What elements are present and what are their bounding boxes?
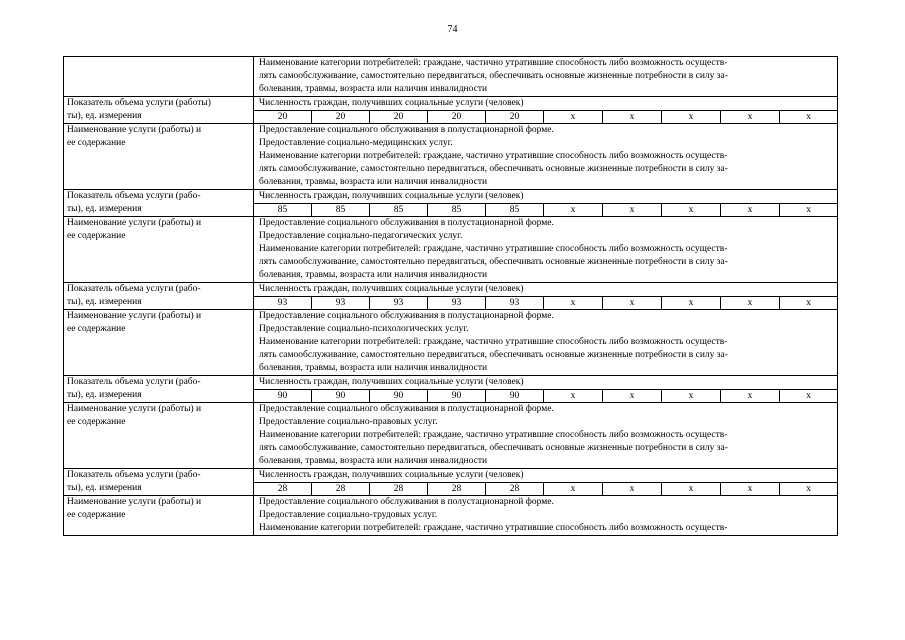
- value-cell: х: [662, 296, 721, 310]
- value-cell: 85: [486, 203, 544, 217]
- indicator-label-line: ты), ед. измерения: [67, 483, 142, 493]
- table-row: [64, 469, 838, 483]
- table-row: [64, 310, 838, 376]
- table-row: [64, 124, 838, 190]
- service-label: [64, 217, 254, 283]
- value-cell: х: [662, 203, 721, 217]
- value-cell: х: [662, 482, 721, 496]
- table-row: [64, 283, 838, 297]
- category-line: Наименование категории потребителей: граждане, частично утратившие способность либо возможность осуществ-: [259, 430, 728, 440]
- value-cell: 93: [486, 296, 544, 310]
- service-label-line: ее содержание: [67, 324, 126, 334]
- value-cell: х: [780, 482, 838, 496]
- table-row: [64, 190, 838, 204]
- service-form-line: Предоставление социального обслуживания в полустационарной форме.: [259, 125, 554, 135]
- category-line: лять самообслуживание, самостоятельно передвигаться, обеспечивать основные жизненные потребности в силу за-: [259, 350, 728, 360]
- service-label-line: ее содержание: [67, 231, 126, 241]
- category-line: Наименование категории потребителей: граждане, частично утратившие способность либо возможность осуществ-: [259, 58, 728, 68]
- value-cell: 93: [370, 296, 428, 310]
- empty-label-cell: [64, 57, 254, 97]
- indicator-label-line: Показатель объема услуги (рабо-: [67, 377, 201, 387]
- indicator-label-line: ты), ед. измерения: [67, 390, 142, 400]
- table-row: [64, 496, 838, 536]
- service-content-cell: [254, 217, 838, 283]
- indicator-label-line: ты), ед. измерения: [67, 297, 142, 307]
- category-line: болевания, травмы, возраста или наличия инвалидности: [259, 84, 488, 94]
- value-cell: 20: [486, 110, 544, 124]
- service-content-cell: [254, 310, 838, 376]
- value-cell: 28: [254, 482, 312, 496]
- service-label-line: Наименование услуги (работы) и: [67, 218, 202, 228]
- value-cell: 93: [254, 296, 312, 310]
- category-line: болевания, травмы, возраста или наличия инвалидности: [259, 363, 488, 373]
- category-line: лять самообслуживание, самостоятельно передвигаться, обеспечивать основные жизненные потребности в силу за-: [259, 443, 728, 453]
- value-cell: х: [544, 296, 603, 310]
- indicator-label-line: ты), ед. измерения: [67, 111, 142, 121]
- indicator-label-line: ты), ед. измерения: [67, 204, 142, 214]
- category-line: лять самообслуживание, самостоятельно передвигаться, обеспечивать основные жизненные потребности в силу за-: [259, 257, 728, 267]
- indicator-label: [64, 283, 254, 310]
- service-name-line: Предоставление социально-трудовых услуг.: [259, 510, 438, 520]
- value-cell: 28: [370, 482, 428, 496]
- value-cell: 85: [428, 203, 486, 217]
- value-cell: 28: [312, 482, 370, 496]
- service-content-cell: [254, 403, 838, 469]
- table-row: [64, 376, 838, 390]
- service-label-line: Наименование услуги (работы) и: [67, 404, 202, 414]
- value-cell: 90: [254, 389, 312, 403]
- value-cell: 93: [428, 296, 486, 310]
- value-cell: 28: [486, 482, 544, 496]
- service-name-line: Предоставление социально-педагогических услуг.: [259, 231, 463, 241]
- table-row: [64, 57, 838, 97]
- service-form-line: Предоставление социального обслуживания в полустационарной форме.: [259, 497, 554, 507]
- service-name-line: Предоставление социально-медицинских услуг.: [259, 138, 453, 148]
- value-cell: 85: [254, 203, 312, 217]
- category-line: Наименование категории потребителей: граждане, частично утратившие способность либо возможность осуществ-: [259, 244, 728, 254]
- service-label: [64, 310, 254, 376]
- indicator-header: Численность граждан, получивших социальные услуги (человек): [254, 469, 838, 483]
- value-cell: х: [721, 203, 780, 217]
- service-content-cell: [254, 496, 838, 536]
- value-cell: х: [662, 110, 721, 124]
- table-row: [64, 97, 838, 111]
- category-line: Наименование категории потребителей: граждане, частично утратившие способность либо возможность осуществ-: [259, 337, 728, 347]
- service-label-line: Наименование услуги (работы) и: [67, 311, 202, 321]
- category-line: Наименование категории потребителей: граждане, частично утратившие способность либо возможность осуществ-: [259, 523, 728, 533]
- value-cell: 90: [486, 389, 544, 403]
- value-cell: х: [721, 296, 780, 310]
- indicator-header: Численность граждан, получивших социальные услуги (человек): [254, 97, 838, 111]
- value-cell: 90: [370, 389, 428, 403]
- service-label: [64, 403, 254, 469]
- value-cell: 20: [312, 110, 370, 124]
- indicator-header: Численность граждан, получивших социальные услуги (человек): [254, 376, 838, 390]
- table-row: [64, 217, 838, 283]
- value-cell: 85: [312, 203, 370, 217]
- service-name-line: Предоставление социально-психологических услуг.: [259, 324, 469, 334]
- value-cell: х: [603, 389, 662, 403]
- value-cell: 20: [254, 110, 312, 124]
- page-number: 74: [447, 24, 458, 35]
- services-table: [63, 56, 838, 536]
- indicator-label-line: Показатель объема услуги (работы): [67, 98, 211, 108]
- value-cell: 28: [428, 482, 486, 496]
- value-cell: 85: [370, 203, 428, 217]
- indicator-header: Численность граждан, получивших социальные услуги (человек): [254, 190, 838, 204]
- service-label: [64, 124, 254, 190]
- value-cell: х: [544, 203, 603, 217]
- value-cell: х: [780, 389, 838, 403]
- service-label-line: ее содержание: [67, 510, 126, 520]
- value-cell: х: [544, 482, 603, 496]
- service-form-line: Предоставление социального обслуживания в полустационарной форме.: [259, 311, 554, 321]
- service-label: [64, 496, 254, 536]
- service-label-line: Наименование услуги (работы) и: [67, 125, 202, 135]
- service-form-line: Предоставление социального обслуживания в полустационарной форме.: [259, 218, 554, 228]
- value-cell: 93: [312, 296, 370, 310]
- category-line: лять самообслуживание, самостоятельно передвигаться, обеспечивать основные жизненные потребности в силу за-: [259, 71, 728, 81]
- category-line: болевания, травмы, возраста или наличия инвалидности: [259, 177, 488, 187]
- indicator-label: [64, 97, 254, 124]
- value-cell: х: [662, 389, 721, 403]
- indicator-label: [64, 469, 254, 496]
- value-cell: х: [603, 296, 662, 310]
- value-cell: х: [721, 110, 780, 124]
- table-row: [64, 403, 838, 469]
- category-line: Наименование категории потребителей: граждане, частично утратившие способность либо возможность осуществ-: [259, 151, 728, 161]
- value-cell: х: [544, 110, 603, 124]
- value-cell: х: [780, 203, 838, 217]
- indicator-label-line: Показатель объема услуги (рабо-: [67, 470, 201, 480]
- indicator-label: [64, 190, 254, 217]
- value-cell: х: [721, 389, 780, 403]
- service-content-cell: [254, 124, 838, 190]
- service-name-line: Предоставление социально-правовых услуг.: [259, 417, 438, 427]
- service-label-line: Наименование услуги (работы) и: [67, 497, 202, 507]
- value-cell: х: [603, 203, 662, 217]
- indicator-label: [64, 376, 254, 403]
- indicator-header: Численность граждан, получивших социальные услуги (человек): [254, 283, 838, 297]
- category-line: болевания, травмы, возраста или наличия инвалидности: [259, 270, 488, 280]
- value-cell: 20: [370, 110, 428, 124]
- service-label-line: ее содержание: [67, 417, 126, 427]
- value-cell: х: [780, 110, 838, 124]
- category-text-cell: [254, 57, 838, 97]
- category-line: болевания, травмы, возраста или наличия инвалидности: [259, 456, 488, 466]
- category-line: лять самообслуживание, самостоятельно передвигаться, обеспечивать основные жизненные потребности в силу за-: [259, 164, 728, 174]
- indicator-label-line: Показатель объема услуги (рабо-: [67, 284, 201, 294]
- value-cell: 20: [428, 110, 486, 124]
- value-cell: х: [544, 389, 603, 403]
- value-cell: х: [603, 482, 662, 496]
- service-form-line: Предоставление социального обслуживания в полустационарной форме.: [259, 404, 554, 414]
- value-cell: х: [603, 110, 662, 124]
- value-cell: 90: [428, 389, 486, 403]
- value-cell: х: [780, 296, 838, 310]
- service-label-line: ее содержание: [67, 138, 126, 148]
- value-cell: х: [721, 482, 780, 496]
- indicator-label-line: Показатель объема услуги (рабо-: [67, 191, 201, 201]
- value-cell: 90: [312, 389, 370, 403]
